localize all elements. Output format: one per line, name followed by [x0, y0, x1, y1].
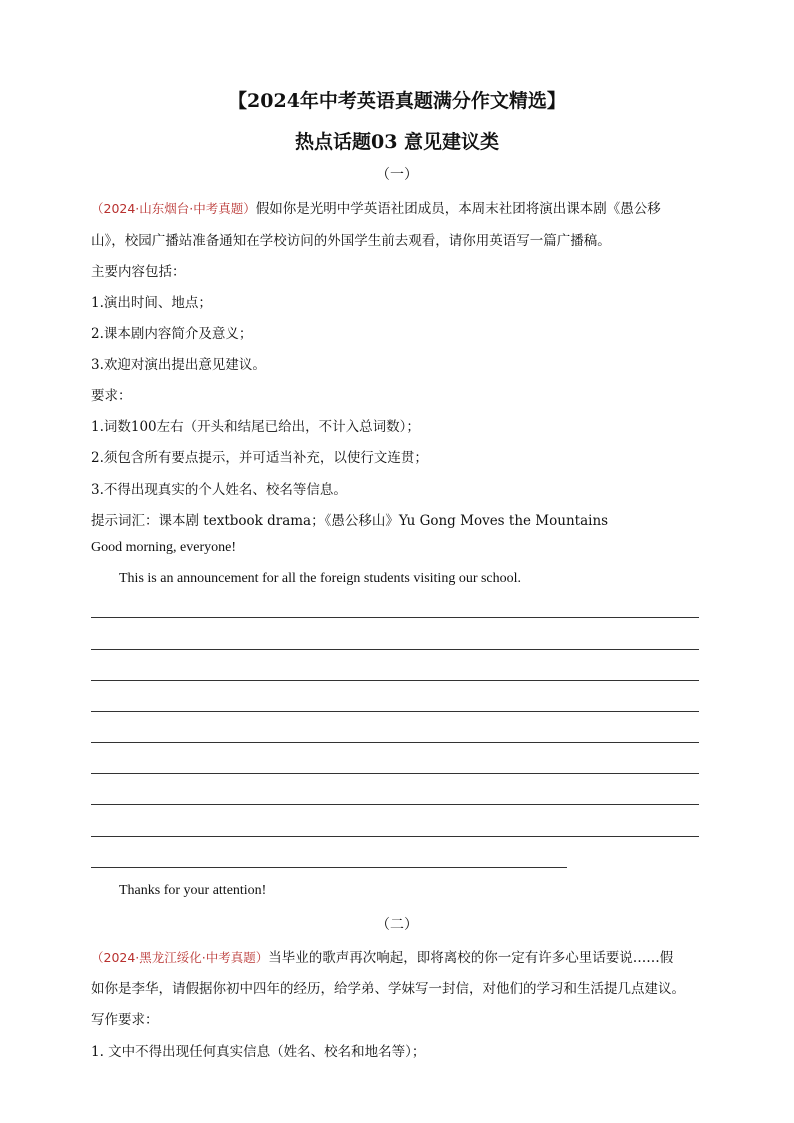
writing-line	[91, 649, 699, 650]
section-1-prompt-line-2: 山》，校园广播站准备通知在学校访问的外国学生前去观看，请你用英语写一篇广播稿。	[91, 233, 611, 249]
section-2-requirements-label: 写作要求：	[91, 1012, 159, 1028]
section-1-label: （一）	[376, 167, 418, 183]
point-3: 3.欢迎对演出提出意见建议。	[91, 357, 266, 373]
requirement-2: 2.须包含所有要点提示，并可适当补充，以使行文连贯；	[91, 450, 428, 466]
section-1-prompt-line-1	[91, 197, 661, 217]
writing-line	[91, 742, 699, 743]
letter-opening: This is an announcement for all the foreign students visiting our school.	[119, 571, 522, 586]
writing-line	[91, 804, 699, 805]
letter-greeting: Good morning, everyone!	[91, 540, 237, 555]
main-content-label: 主要内容包括：	[91, 264, 186, 280]
requirements-label: 要求：	[91, 388, 132, 404]
writing-line	[91, 711, 699, 712]
section-2-requirement-1: 1. 文中不得出现任何真实信息（姓名、校名和地名等）；	[91, 1044, 426, 1060]
section-2-prompt-text: 当毕业的歌声再次响起，即将离校的你一定有许多心里话要说……假	[268, 950, 674, 966]
writing-line	[91, 773, 699, 774]
writing-line	[91, 867, 567, 868]
section-2-prompt-line-1	[91, 946, 673, 966]
section-1-source: （2024·山东烟台·中考真题）	[91, 201, 256, 216]
requirement-1: 1.词数100左右（开头和结尾已给出，不计入总词数）；	[91, 419, 420, 435]
writing-line	[91, 617, 699, 618]
section-2-prompt-line-2: 如你是李华，请假据你初中四年的经历，给学弟、学妹写一封信，对他们的学习和生活提几点建议。	[91, 981, 685, 997]
point-2: 2.课本剧内容简介及意义；	[91, 326, 253, 342]
writing-line	[91, 836, 699, 837]
page-subtitle: 热点话题03 意见建议类	[294, 131, 500, 153]
page-title: 【2024年中考英语真题满分作文精选】	[228, 90, 566, 112]
letter-closing: Thanks for your attention!	[119, 883, 267, 898]
point-1: 1.演出时间、地点；	[91, 295, 212, 311]
section-2-label: （二）	[376, 917, 418, 933]
section-2-source: （2024·黑龙江绥化·中考真题）	[91, 950, 269, 965]
requirement-3: 3.不得出现真实的个人姓名、校名等信息。	[91, 482, 347, 498]
hint-vocabulary: 提示词汇：课本剧 textbook drama；《愚公移山》Yu Gong Moves the Mountains	[91, 513, 609, 529]
writing-line	[91, 680, 699, 681]
section-1-prompt-text: 假如你是光明中学英语社团成员，本周末社团将演出课本剧《愚公移	[255, 201, 661, 217]
